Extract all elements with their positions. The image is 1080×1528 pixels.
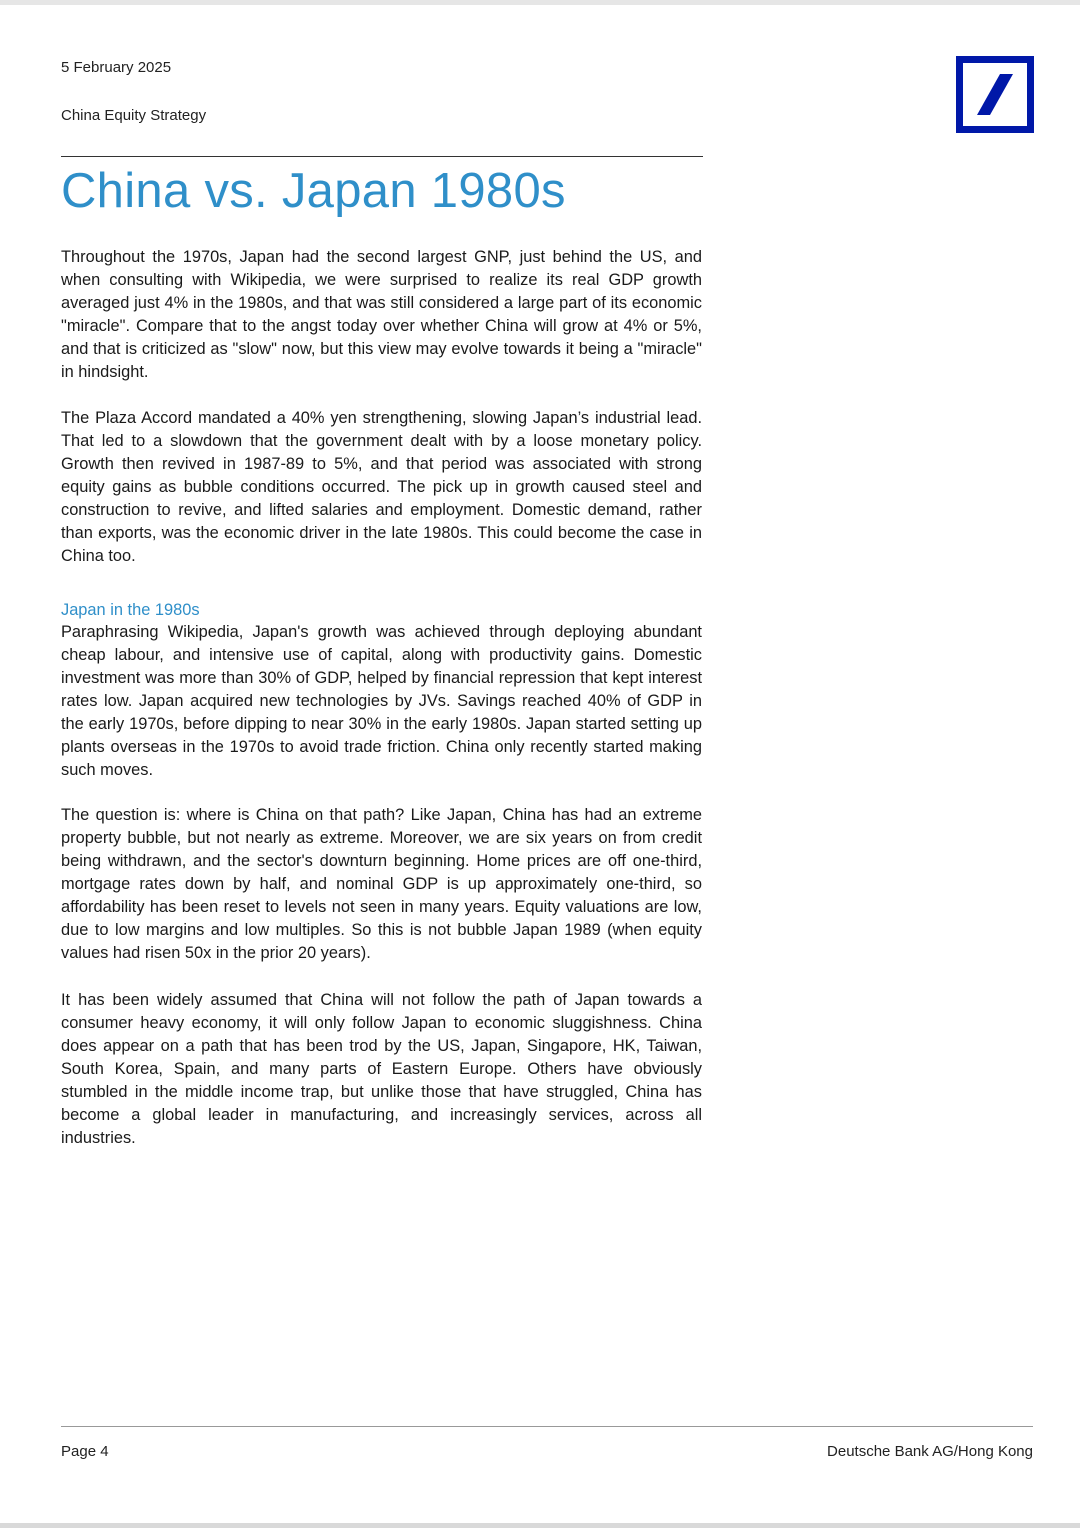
- deutsche-bank-logo-icon: [956, 56, 1034, 133]
- logo-slash-icon: [963, 63, 1027, 126]
- report-date: 5 February 2025: [61, 59, 172, 76]
- section-heading: Japan in the 1980s: [61, 601, 200, 619]
- title-rule: [61, 156, 703, 157]
- footer-rule: [61, 1426, 1033, 1427]
- paragraph-5: It has been widely assumed that China will not follow the path of Japan towards a consumer heavy economy, it will only follow Japan to economic sluggishness. China does appear on a path that has been trod by the US, Japan, Singapore, HK, Taiwan, South Korea, Spain, and many parts of Eastern Europe. Others have obviously stumbled in the middle income trap, but unlike those that have struggled, China has become a global leader in manufacturing, and increasingly services, across all industries.: [61, 991, 702, 1147]
- page-number: Page 4: [61, 1443, 109, 1460]
- paragraph-4: The question is: where is China on that path? Like Japan, China has had an extreme property bubble, but not nearly as extreme. Moreover, we are six years on from credit being withdrawn, and the sector's downturn beginning. Home prices are off one-third, mortgage rates down by half, and nominal GDP is up approximately one-third, so affordability has been reset to levels not seen in many years. Equity valuations are low, due to low margins and low multiples. So this is not bubble Japan 1989 (when equity values had risen 50x in the prior 20 years).: [61, 806, 702, 962]
- page-title: China vs. Japan 1980s: [61, 164, 566, 218]
- paragraph-3: Paraphrasing Wikipedia, Japan's growth was achieved through deploying abundant cheap labour, and intensive use of capital, along with productivity gains. Domestic investment was more than 30% of GDP, helped by financial repression that kept interest rates low. Japan acquired new technologies by JVs. Savings reached 40% of GDP in the early 1970s, before dipping to near 30% in the early 1980s. Japan started setting up plants overseas in the 1970s to avoid trade friction. China only recently started making such moves.: [61, 623, 702, 779]
- report-series: China Equity Strategy: [61, 107, 207, 124]
- bottom-edge-band: [0, 1523, 1080, 1528]
- paragraph-2: The Plaza Accord mandated a 40% yen strengthening, slowing Japan’s industrial lead. That led to a slowdown that the government dealt with by a loose monetary policy. Growth then revived in 1987-89 to 5%, and that period was associated with strong equity gains as bubble conditions occurred. The pick up in growth caused steel and construction to revive, and lifted salaries and employment. Domestic demand, rather than exports, was the economic driver in the late 1980s. This could become the case in China too.: [61, 409, 702, 565]
- top-edge-band: [0, 0, 1080, 5]
- paragraph-1: Throughout the 1970s, Japan had the second largest GNP, just behind the US, and when consulting with Wikipedia, we were surprised to realize its real GDP growth averaged just 4% in the 1980s, and that was still considered a large part of its economic "miracle". Compare that to the angst today over whether China will grow at 4% or 5%, and that is criticized as "slow" now, but this view may evolve towards it being a "miracle" in hindsight.: [61, 248, 702, 381]
- footer-entity: Deutsche Bank AG/Hong Kong: [827, 1443, 1033, 1460]
